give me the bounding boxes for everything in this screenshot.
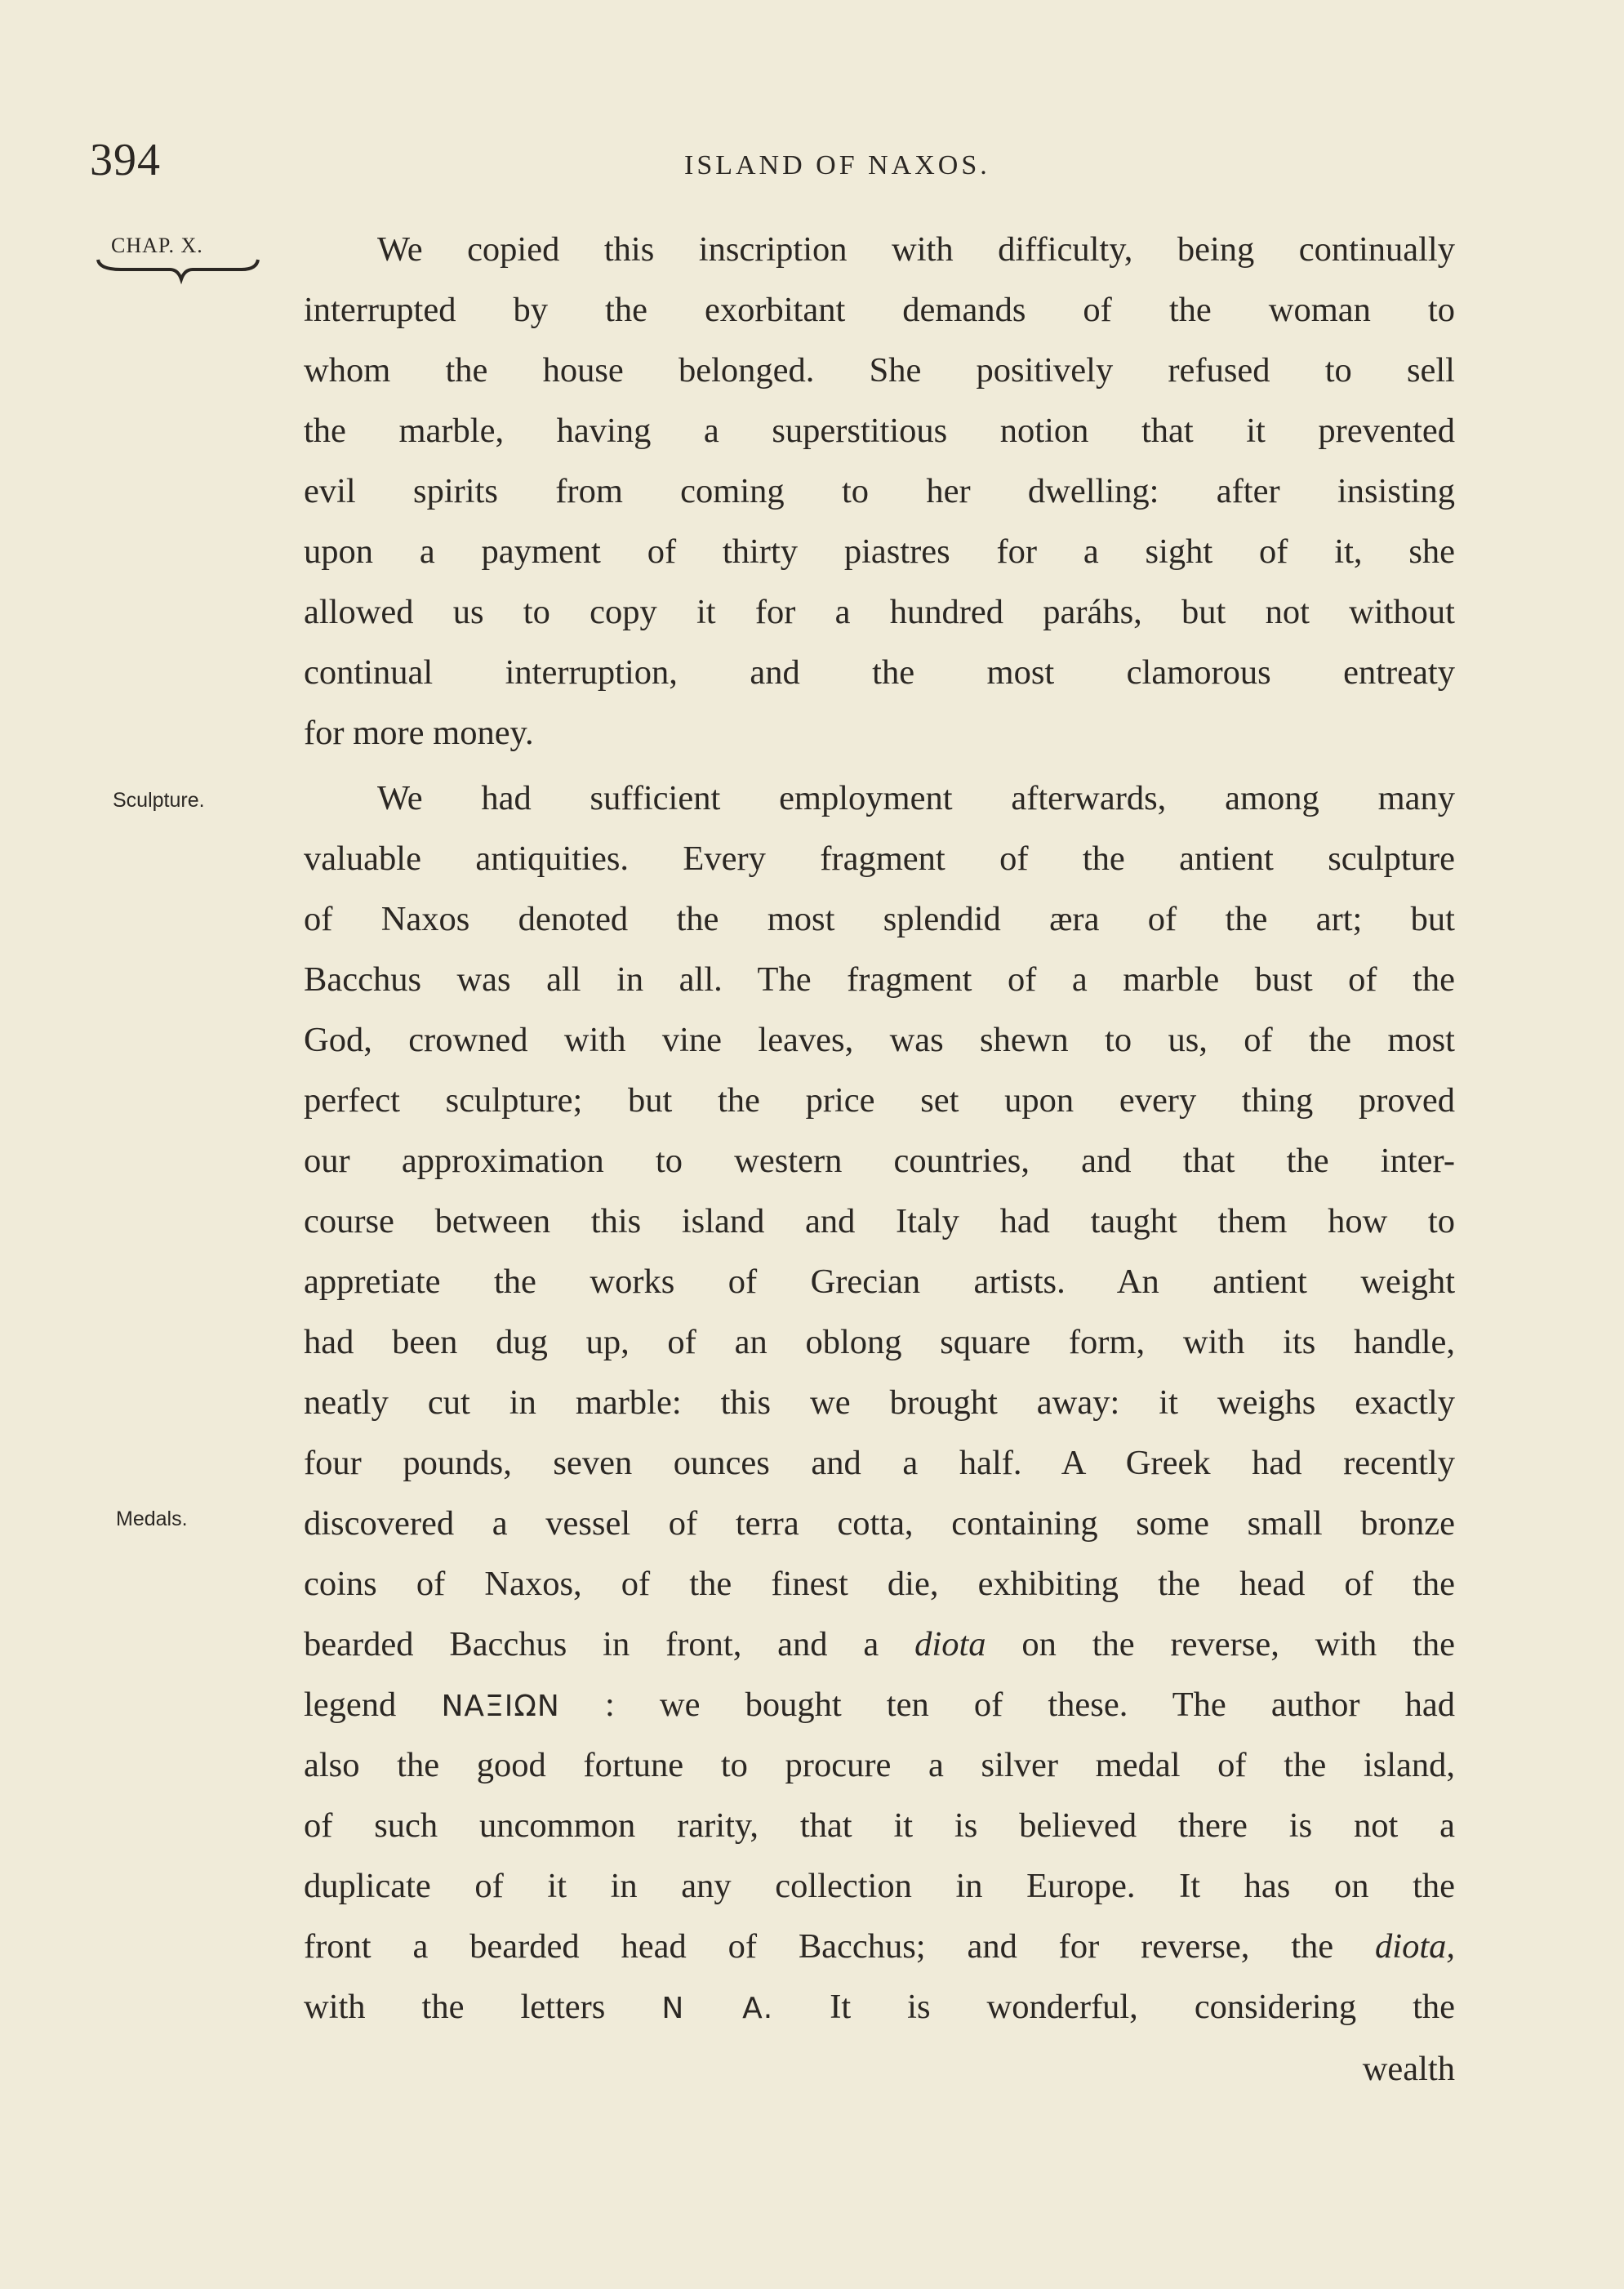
greek-legend: ΝΑΞΙΩΝ	[441, 1690, 560, 1723]
text-line: valuable antiquities. Every fragment of the antient sculpture	[304, 839, 1455, 878]
text-line: neatly cut in marble: this we brought away: it weighs exactly	[304, 1383, 1455, 1422]
catchword: wealth	[1362, 2050, 1455, 2088]
text-line: discovered a vessel of terra cotta, containing some small bronze	[304, 1504, 1455, 1543]
text-line: appretiate the works of Grecian artists. An antient weight	[304, 1263, 1455, 1301]
text-line: for more money.	[304, 714, 534, 752]
text-line: our approximation to western countries, and that the inter-	[304, 1142, 1455, 1180]
text-line	[304, 1688, 1455, 1723]
text-line: of Naxos denoted the most splendid æra of the art; but	[304, 900, 1455, 938]
text-run: legend	[304, 1686, 397, 1724]
text-run: bearded Bacchus in front, and a	[304, 1625, 879, 1663]
text-line: continual interruption, and the most clamorous entreaty	[304, 653, 1455, 692]
text-line: also the good fortune to procure a silver medal of the island,	[304, 1746, 1455, 1784]
text-line: had been dug up, of an oblong square form, with its handle,	[304, 1323, 1455, 1361]
running-title: ISLAND OF NAXOS.	[684, 150, 990, 180]
text-line: upon a payment of thirty piastres for a sight of it, she	[304, 532, 1455, 571]
text-line: We had sufficient employment afterwards, among many	[377, 779, 1455, 817]
text-run: : we bought ten of these. The author had	[604, 1686, 1455, 1724]
text-line: whom the house belonged. She positively refused to sell	[304, 351, 1455, 390]
text-line	[304, 1990, 1455, 2025]
text-line: allowed us to copy it for a hundred paráhs, but not without	[304, 593, 1455, 631]
text-line: the marble, having a superstitious notion that it prevented	[304, 412, 1455, 450]
text-run: with the letters	[304, 1988, 606, 2026]
italic-word: diota,	[1375, 1927, 1456, 1966]
text-run: front a bearded head of Bacchus; and for reverse, the	[304, 1927, 1334, 1966]
margin-note-medals: Medals.	[116, 1507, 188, 1530]
text-line: duplicate of it in any collection in Europe. It has on the	[304, 1867, 1455, 1905]
text-line: coins of Naxos, of the finest die, exhibiting the head of the	[304, 1565, 1455, 1603]
greek-letters: Ν Α.	[661, 1992, 774, 2025]
page-number: 394	[90, 135, 161, 185]
chapter-label: CHAP. X.	[111, 234, 203, 257]
text-line: perfect sculpture; but the price set upon every thing proved	[304, 1081, 1455, 1120]
text-line: four pounds, seven ounces and a half. A Greek had recently	[304, 1444, 1455, 1482]
text-line: of such uncommon rarity, that it is believed there is not a	[304, 1806, 1455, 1845]
text-line: God, crowned with vine leaves, was shewn to us, of the most	[304, 1021, 1455, 1059]
text-run: on the reverse, with the	[1021, 1625, 1456, 1663]
text-line: course between this island and Italy had taught them how to	[304, 1202, 1455, 1240]
text-line	[304, 1625, 1456, 1663]
text-run: It is wonderful, considering the	[830, 1988, 1456, 2026]
margin-note-sculpture: Sculpture.	[113, 789, 205, 812]
text-line: interrupted by the exorbitant demands of the woman to	[304, 291, 1455, 329]
chapter-marker	[96, 234, 260, 299]
text-line	[304, 1927, 1456, 1966]
italic-word: diota	[914, 1625, 986, 1663]
brace-ornament	[96, 253, 260, 286]
text-line: evil spirits from coming to her dwelling: after insisting	[304, 472, 1455, 510]
text-line: We copied this inscription with difficulty, being continually	[377, 230, 1455, 269]
text-line: Bacchus was all in all. The fragment of a marble bust of the	[304, 960, 1455, 999]
